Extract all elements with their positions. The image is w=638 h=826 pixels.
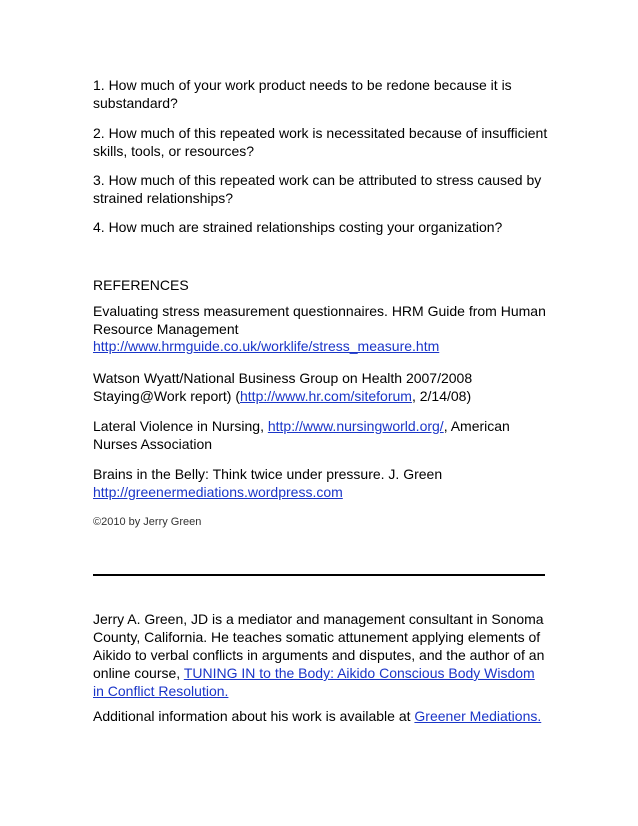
reference-4 xyxy=(93,466,553,501)
reference-1 xyxy=(93,303,553,356)
question-1: 1. How much of your work product needs to be redone because it is substandard? xyxy=(93,77,512,111)
author-bio xyxy=(93,610,545,700)
reference-2 xyxy=(93,370,553,405)
reference-2-text-post: , 2/14/08) xyxy=(411,387,472,404)
reference-2-text-pre: Staying@Work report) ( xyxy=(93,387,240,404)
question-4: 4. How much are strained relationships costing your organization? xyxy=(93,219,503,235)
reference-3 xyxy=(93,418,553,453)
additional-info xyxy=(93,707,545,725)
reference-3-text-post: , American Nurses Association xyxy=(93,418,510,452)
reference-3-text-pre: Lateral Violence in Nursing, xyxy=(93,418,268,434)
reference-3-link[interactable]: http://www.nursingworld.org/ xyxy=(267,418,444,434)
question-2: 2. How much of this repeated work is necessitated because of insufficient skills, tools, or resources? xyxy=(93,125,548,159)
references-heading: REFERENCES xyxy=(93,277,189,293)
reference-2-text-line1: Watson Wyatt/National Business Group on Health 2007/2008 xyxy=(93,370,473,386)
course-link[interactable]: TUNING IN to the Body: Aikido Conscious Body Wisdom in Conflict Resolution. xyxy=(93,665,535,699)
additional-info-text: Additional information about his work is available at xyxy=(93,708,415,724)
reference-4-text: Brains in the Belly: Think twice under pressure. J. Green xyxy=(93,466,443,482)
horizontal-divider xyxy=(93,574,545,576)
reference-1-text: Evaluating stress measurement questionnaires. HRM Guide from Human Resource Management xyxy=(93,303,546,337)
author-bio-text: Jerry A. Green, JD is a mediator and management consultant in Sonoma County, California. He teaches somatic attunement applying elements of Aikido to verbal conflicts in arguments and disputes, and the author of an online course, xyxy=(93,611,545,681)
greener-mediations-link[interactable]: Greener Mediations. xyxy=(414,708,542,724)
question-3: 3. How much of this repeated work can be attributed to stress caused by strained relationships? xyxy=(93,172,542,206)
reference-2-link[interactable]: http://www.hr.com/siteforum xyxy=(240,387,412,404)
copyright-notice: ©2010 by Jerry Green xyxy=(93,516,202,528)
reference-4-link[interactable]: http://greenermediations.wordpress.com xyxy=(93,483,343,500)
reference-1-link[interactable]: http://www.hrmguide.co.uk/worklife/stress_measure.htm xyxy=(93,338,440,354)
